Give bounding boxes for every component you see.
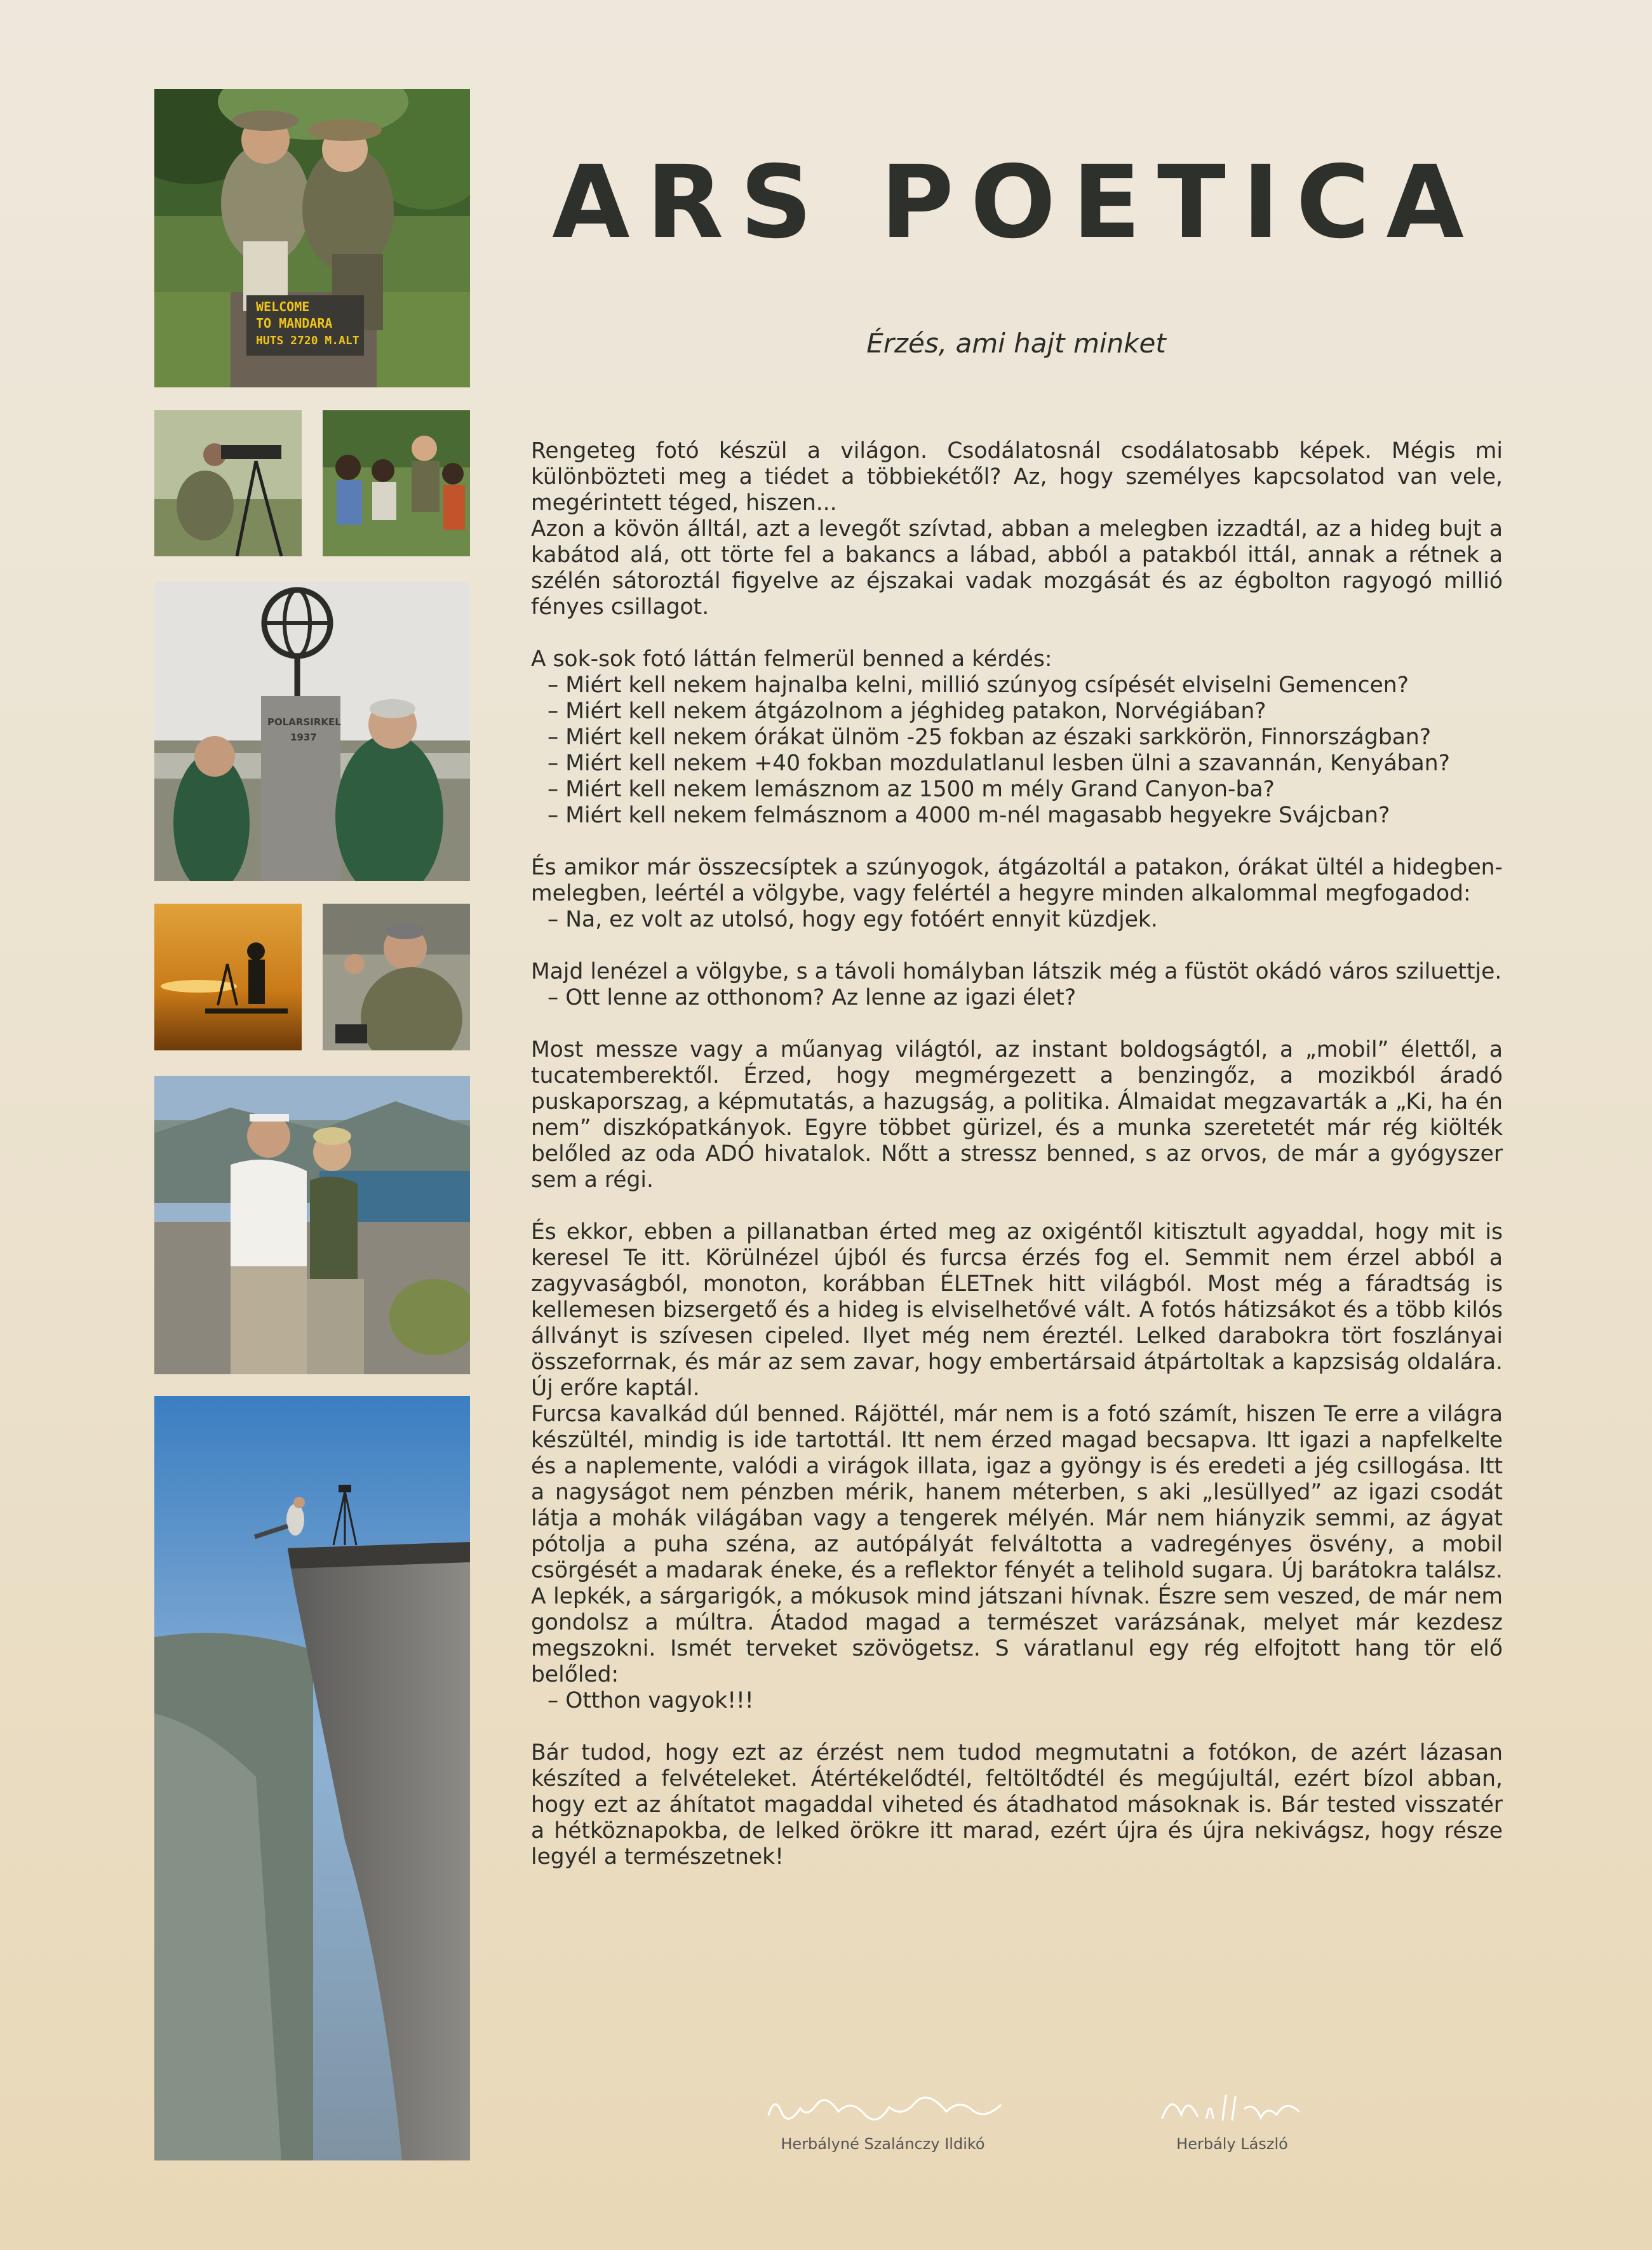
handwritten-signature-ildiko (756, 2089, 1010, 2127)
paragraph-closing: Bár tudod, hogy ezt az érzést nem tudod megmutatni a fotókon, de azért lázasan készíted a felvételeket. Átértékelődtél, feltöltődtél és megújultál, ezért bízol abban, hogy ezt az áhítatot magaddal viheted és átadhatod másoknak is. Bár tested visszatér a hétköznapokba, de lelked örökre itt marad, ezért újra és újra nekivágsz, hogy része legyél a természetnek! (531, 1740, 1503, 1870)
photo-polar-circle-marker (154, 582, 470, 881)
question-item: – Miért kell nekem lemásznom az 1500 m mély Grand Canyon-ba? (547, 777, 1275, 802)
question-item: – Miért kell nekem hajnalba kelni, millió szúnyog csípését elviselni Gemencen? (547, 673, 1409, 698)
question-item: – Miért kell nekem átgázolnom a jéghideg patakon, Norvégiában? (547, 699, 1266, 724)
paragraph-valley: Majd lenézel a völgybe, s a távoli homályban látszik még a füstöt okádó város sziluettje. (531, 959, 1502, 984)
quote-line: – Na, ez volt az utolsó, hogy egy fotóért ennyit küzdjek. (547, 907, 1158, 932)
handwritten-signature-laszlo (1150, 2089, 1315, 2127)
signature-name-ildiko: Herbályné Szalánczy Ildikó (781, 2135, 985, 2153)
sign-line-2: TO MANDARA (256, 316, 333, 331)
sign-line-1: WELCOME (256, 299, 310, 314)
quote-line: – Ott lenne az otthonom? Az lenne az igazi élet? (547, 985, 1077, 1010)
page-title: ARS POETICA (552, 144, 1481, 261)
question-item: – Miért kell nekem felmásznom a 4000 m-nél magasabb hegyekre Svájcban? (547, 803, 1390, 828)
photo-photographer-telephoto (154, 410, 302, 556)
paragraph-intro: Rengeteg fotó készül a világon. Csodálatosnál csodálatosabb képek. Mégis mi különbözteti meg a tiédet a többiekétől? Az, hogy személyes kapcsolatod van vele, megérintett téged, hiszen... (531, 438, 1503, 516)
photo-couple-mandara (154, 89, 470, 387)
quote-line: – Otthon vagyok!!! (547, 1688, 754, 1713)
photo-man-thumbs-up (323, 904, 470, 1050)
body-text (531, 438, 1503, 1870)
stone-year: 1937 (290, 732, 317, 743)
photo-group-children (323, 410, 470, 556)
photo-couple-fjord (154, 1076, 470, 1374)
signature-ildiko (749, 2089, 1016, 2152)
question-item: – Miért kell nekem +40 fokban mozdulatlanul lesben ülni a szavannán, Kenyában? (547, 751, 1450, 776)
paragraph-kavalkad: Furcsa kavalkád dúl benned. Rájöttél, már nem is a fotó számít, hiszen Te erre a világra készültél, mindig is ide tartottál. Itt nem érzed magad becsapva. Itt igazi a napfelkelte és a naplemente, valódi a virágok illata, igaz a gyöngy is és eredeti a jég csillogása. Itt a nagyságot nem pénzben mérik, hanem méterben, s aki „lesüllyed” az igazi csodát látja a mohák világában vagy a tengerek mélyén. Már nem hiányzik semmi, az ágyat pótolja a puha széna, az autópályát felváltotta a vadregényes ösvény, a mobil csörgését a madarak éneke, és a reflektor fényét a telihold sugara. Új barátokra találsz. A lepkék, a sárgarigók, a mókusok mind játszani hívnak. Észre sem veszed, de már nem gondolsz a múltra. Átadod magad a természet varázsának, melyet már kezdesz megszokni. Ismét terveket szövögetsz. S váratlanul egy rég elfojtott hang tör elő belőled: (531, 1402, 1503, 1687)
sign-line-3: HUTS 2720 M.ALT (256, 334, 359, 347)
paragraph-far-away: Most messze vagy a műanyag világtól, az instant boldogságtól, a „mobil” élettől, a tucatemberektől. Érzed, hogy megmérgezett a benzingőz, a mozikból áradó puskaporszag, a képmutatás, a hazugság, a politika. Álmaidat megzavarták a „Ki, ha én nem” diszkópatkányok. Egyre többet gürizel, és a munka szeretetét már rég kiölték belőled az oda ADÓ hivatalok. Nőtt a stressz benned, s az orvos, de már a gyógyszer sem a régi. (531, 1037, 1503, 1193)
signature-name-laszlo: Herbály László (1176, 2135, 1288, 2153)
paragraph-question-lead: A sok-sok fotó láttán felmerül benned a kérdés: (531, 646, 1052, 672)
question-item: – Miért kell nekem órákat ülnöm -25 fokban az északi sarkkörön, Finnországban? (547, 725, 1432, 750)
stone-label: POLARSIRKEL (267, 716, 341, 728)
page-subtitle: Érzés, ami hajt minket (866, 328, 1166, 359)
photo-person-cliff-edge (154, 1396, 470, 2160)
photo-sunset-silhouette (154, 904, 302, 1050)
paragraph-realization: És ekkor, ebben a pillanatban érted meg az oxigéntől kitisztult agyaddal, hogy mit is keresel Te itt. Körülnézel újból és furcsa érzés fog el. Semmit nem érzel abból a zagyvaságból, monoton, korábban ÉLETnek hitt világból. Most még a fáradtság is kellemesen bizsergető és a hideg is elviselhetővé vált. A fotós hátizsákot és a több kilós állványt is szívesen cipeled. Ilyet még nem éreztél. Lelked darabokra tört foszlányai összeforrnak, és már az sem zavar, hogy embertársaid átpártoltak a kapzsiság oldalára. Új erőre kaptál. (531, 1219, 1503, 1401)
paragraph-memories: Azon a kövön álltál, azt a levegőt szívtad, abban a melegben izzadtál, az a hideg bujt a kabátod alá, ott törte fel a bakancs a lábad, abból a patakból ittál, annak a rétnek a szélén sátoroztál figyelve az éjszakai vadak mozgását és az égbolton ragyogó millió fényes csillagot. (531, 516, 1503, 620)
signature-laszlo (1137, 2089, 1327, 2152)
paragraph-promise: És amikor már összecsíptek a szúnyogok, átgázoltál a patakon, órákat ültél a hidegben-melegben, leértél a völgybe, vagy felértél a hegyre minden alkalommal megfogadod: (531, 855, 1503, 906)
